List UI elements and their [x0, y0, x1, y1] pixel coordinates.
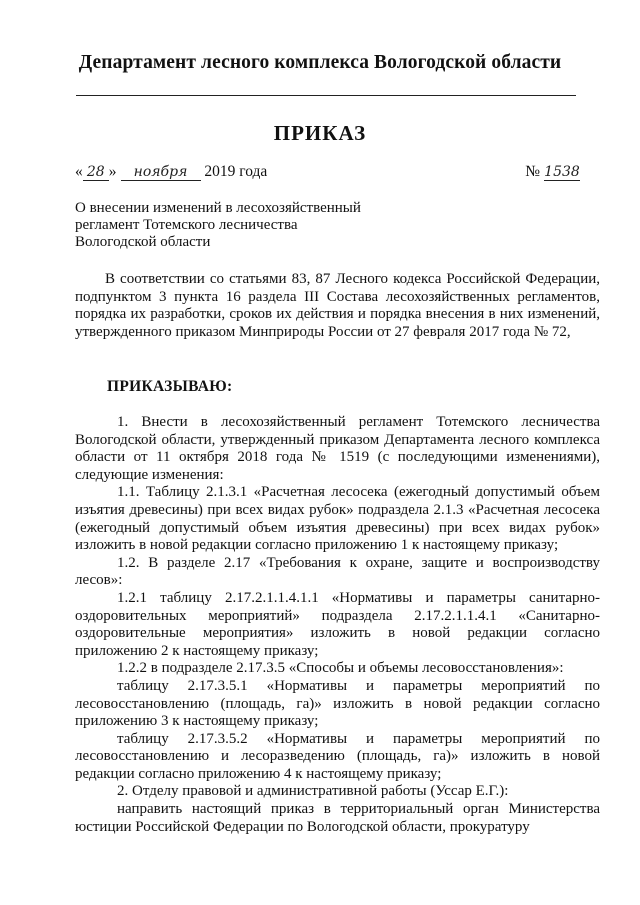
- order-item: 1.2. В разделе 2.17 «Требования к охране, защите и воспроизводству лесов»:: [75, 554, 600, 589]
- order-item: 1.1. Таблицу 2.1.3.1 «Расчетная лесосека (ежегодный допустимый объем изъятия древесины) при всех видах рубок» подраздела 2.1.3 «Расчетная лесосека (ежегодный допустимый объем изъятия древесины) при всех видах рубок» изложить в новой редакции согласно приложению 1 к настоящему приказу;: [75, 484, 600, 554]
- order-item: таблицу 2.17.3.5.2 «Нормативы и параметры мероприятий по лесовосстановлению и лесоразведению (площадь, га)» изложить в новой редакции согласно приложению 4 к настоящему приказу;: [75, 730, 600, 782]
- organization-title: Департамент лесного комплекса Вологодской области: [78, 52, 562, 73]
- order-subject: [75, 200, 361, 251]
- order-items: [75, 414, 600, 836]
- order-item: 1.2.2 в подразделе 2.17.3.5 «Способы и объемы лесовосстановления»:: [117, 660, 564, 677]
- date-open-quote: «: [75, 163, 83, 180]
- order-item: таблицу 2.17.3.5.1 «Нормативы и параметры мероприятий по лесовосстановлению (площадь, га)» изложить в новой редакции согласно приложению 3 к настоящему приказу;: [75, 677, 600, 730]
- header-divider: [76, 95, 576, 96]
- order-item: 2. Отделу правовой и административной работы (Уссар Е.Г.):: [117, 783, 509, 800]
- order-date: [75, 163, 267, 181]
- subject-line: регламент Тотемского лесничества: [75, 217, 298, 233]
- preamble-block: [75, 271, 600, 341]
- subject-line: О внесении изменений в лесохозяйственный: [75, 200, 361, 216]
- date-year: 2019 года: [204, 163, 268, 180]
- order-item: 1.2.1 таблицу 2.17.2.1.1.4.1.1 «Нормативы и параметры санитарно-оздоровительных мероприятий» подраздела 2.17.2.1.1.4.1 «Санитарно-оздоровительные мероприятия» изложить в новой редакции согласно приложению 2 к настоящему приказу;: [75, 589, 600, 659]
- order-item: направить настоящий приказ в территориальный орган Министерства юстиции Российской Федерации по Вологодской области, прокуратуру: [75, 801, 600, 835]
- order-heading: ПРИКАЗЫВАЮ:: [107, 378, 233, 395]
- order-number-prefix: №: [525, 163, 540, 180]
- date-close-quote: »: [108, 163, 117, 180]
- document-type-title: ПРИКАЗ: [273, 121, 367, 145]
- order-number: [525, 163, 580, 181]
- subject-line: Вологодской области: [75, 234, 211, 250]
- order-number-handwritten: 1538: [544, 164, 580, 180]
- date-month-handwritten: ноября: [121, 165, 201, 181]
- order-item: 1. Внести в лесохозяйственный регламент Тотемского лесничества Вологодской области, утвержденный приказом Департамента лесного комплекса области от 11 октября 2018 года № 1519 (с последующими изменениями), следующие изменения:: [75, 414, 600, 483]
- date-day-handwritten: 28: [83, 165, 109, 181]
- preamble-paragraph: В соответствии со статьями 83, 87 Лесного кодекса Российской Федерации, подпунктом 3 пункта 16 раздела III Состава лесохозяйственных регламентов, порядка их разработки, сроков их действия и порядка внесения в них изменений, утвержденного приказом Минприроды России от 27 февраля 2017 года № 72,: [75, 271, 600, 340]
